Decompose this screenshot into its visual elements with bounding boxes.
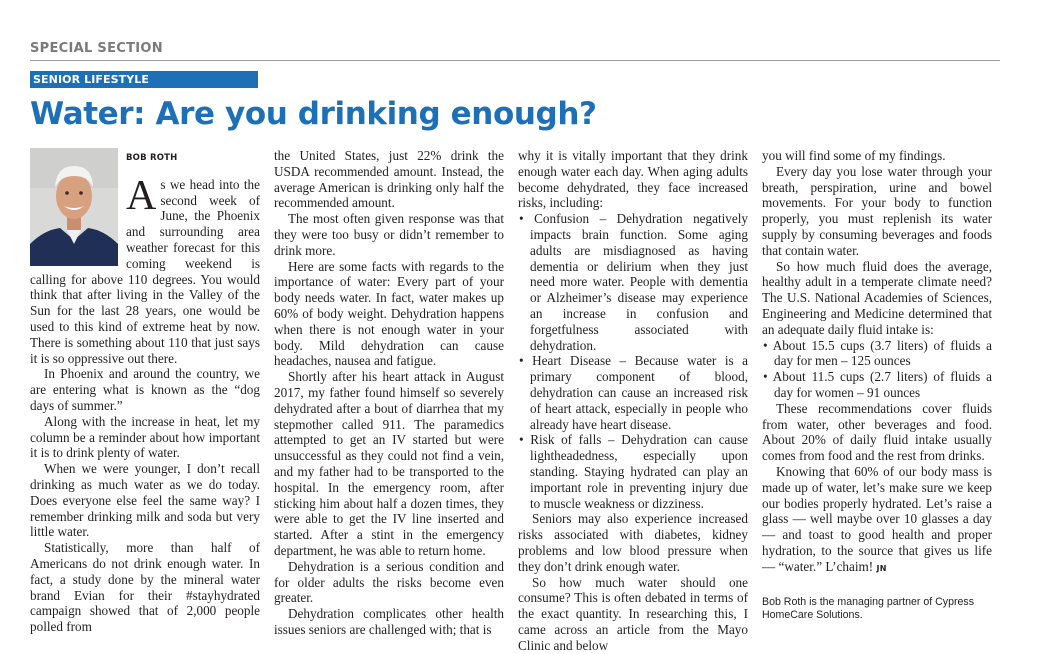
article-column-4 [762, 148, 992, 638]
paragraph: Shortly after his heart attack in August 2017, my father found himself so severely dehydrated after a bout of diarrhea that my stepmother called 911. The paramedics attempted to get an IV started but were unsuccessful as they could not find a vein, and my father had to be transported to the hospital. In the emergency room, after sticking him about half a dozen times, they were able to get the IV line inserted and started. After a stint in the emergency department, he was able to return home. [274, 369, 504, 558]
paragraph: When we were younger, I don’t recall drinking as much water as we do today. Does everyone else feel the same way? I remember drinking milk and soda but very little water. [30, 461, 260, 540]
paragraph: Here are some facts with regards to the importance of water: Every part of your body needs water. In fact, water makes up 60% of body weight. Dehydration happens when there is not enough water in your body. Mild dehydration can cause headaches, nausea and fatigue. [274, 258, 504, 369]
section-divider [30, 60, 1000, 61]
paragraph: Dehydration complicates other health issues seniors are challenged with; that is [274, 606, 504, 637]
paragraph-text: s we head into the second week of June, the Phoenix and surrounding area weather forecast for this coming weekend is calling for above 110 degrees. You would think that after living in the Valley of the Sun for the last 28 years, one would be used to this kind of extreme heat by now. There is something about 110 that just says it is so oppressive out there. [30, 176, 260, 366]
signoff-initials: JN [876, 563, 887, 573]
list-item: • About 15.5 cups (3.7 liters) of fluids a day for men – 125 ounces [762, 338, 992, 370]
drop-cap: A [126, 172, 157, 219]
list-item: • Confusion – Dehydration negatively impacts brain function. Some aging adults are misdiagnosed as having dementia or delirium when they just need more water. People with dementia or Alzheimer’s disease may experience an increase in confusion and forgetfulness associated with dehydration. [518, 211, 748, 353]
author-bio: Bob Roth is the managing partner of Cypress HomeCare Solutions. [762, 595, 974, 621]
article-column-2 [274, 148, 504, 638]
byline: BOB ROTH [126, 153, 178, 163]
kicker-label: SENIOR LIFESTYLE [30, 71, 258, 88]
paragraph: Seniors may also experience increased risks associated with diabetes, kidney problems and low blood pressure when they don’t drink enough water. [518, 511, 748, 574]
article-column-3 [518, 148, 749, 653]
author-photo [30, 148, 118, 266]
author-portrait-icon [30, 148, 118, 266]
paragraph: Statistically, more than half of Americans do not drink enough water. In fact, a study done by the mineral water brand Evian for their #stayhydrated campaign showed that of 2,000 people polled from [30, 540, 260, 635]
paragraph: These recommendations cover fluids from water, other beverages and food. About 20% of daily fluid intake usually comes from food and the rest from drinks. [762, 400, 992, 464]
paragraph-text: Knowing that 60% of our body mass is made up of water, let’s make sure we keep our bodies properly hydrated. Let’s raise a glass — well maybe over 10 glasses a day — and toast to good health and proper hydration, to the source that gives us life — “water.” L’chaim! [762, 463, 992, 574]
list-item: • Risk of falls – Dehydration can cause lightheadedness, especially upon standing. Staying hydrated can play an important role in preventing injury due to muscle weakness or dizziness. [518, 432, 748, 511]
paragraph: So how much water should one consume? This is often debated in terms of the exact quantity. In researching this, I came across an article from the Mayo Clinic and below [518, 574, 748, 653]
paragraph: The most often given response was that they were too busy or didn’t remember to drink more. [274, 211, 504, 258]
paragraph [762, 464, 992, 577]
article-column-1 [30, 148, 260, 638]
intake-list [762, 338, 992, 401]
paragraph: Along with the increase in heat, let my column be a reminder about how important it is to drink plenty of water. [30, 413, 260, 461]
paragraph: Dehydration is a serious condition and for older adults the risks become even greater. [274, 558, 504, 606]
paragraph: the United States, just 22% drink the USDA recommended amount. Instead, the average American is drinking only half the recommended amount. [274, 148, 504, 211]
paragraph: So how much fluid does the average, healthy adult in a temperate climate need? The U.S. National Academies of Sciences, Engineering and Medicine determined that an adequate daily fluid intake is: [762, 258, 992, 337]
article-headline: Water: Are you drinking enough? [30, 96, 597, 132]
paragraph: Every day you lose water through your breath, perspiration, urine and bowel movements. For your body to function properly, you must replenish its water supply by consuming beverages and foods that contain water. [762, 163, 992, 258]
paragraph: In Phoenix and around the country, we are entering what is known as the “dog days of summer.” [30, 366, 260, 413]
risk-list [518, 211, 748, 511]
list-item: • About 11.5 cups (2.7 liters) of fluids a day for women – 91 ounces [762, 369, 992, 401]
list-item: • Heart Disease – Because water is a primary component of blood, dehydration can cause an increased risk of heart attack, especially in people who already have heart disease. [518, 353, 748, 432]
paragraph: you will find some of my findings. [762, 148, 946, 163]
paragraph: why it is vitally important that they drink enough water each day. When aging adults become dehydrated, they face increased risks, including: [518, 148, 748, 211]
section-label: SPECIAL SECTION [30, 41, 163, 56]
